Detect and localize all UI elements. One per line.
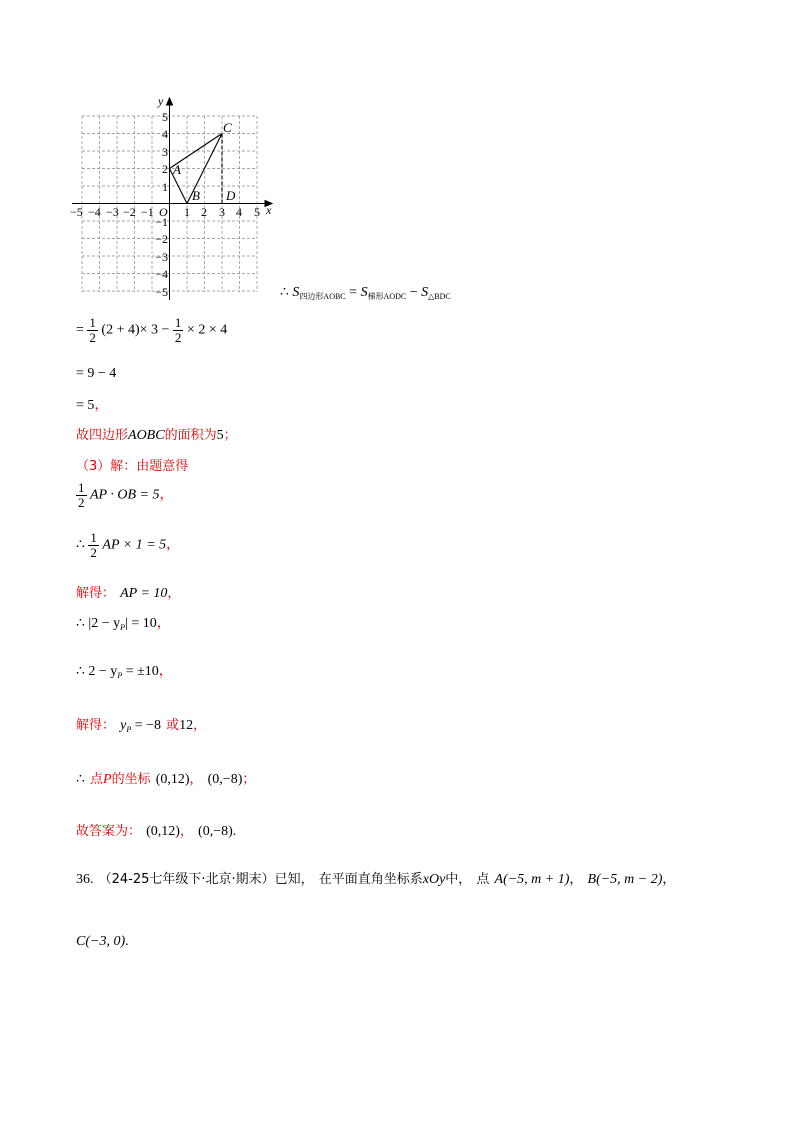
conclusion-part-2: 故四边形AOBC的面积为5； [76,428,237,443]
calc-line-1: = $\frac{1}{2}$ (2 + 4)× 3 − $\frac{1}{2}$ × 2 × 4 [76,315,228,345]
x-tick: 2 [201,205,207,219]
solve-line-1: 解得： AP = 10， [76,586,181,601]
x-tick: −4 [88,205,101,219]
solve-line-2: 解得： $y_P = -8$ 或12， [76,718,207,734]
equation-2: ∴ $\frac{1}{2}$ AP × 1 = 5， [76,530,181,560]
x-tick: 1 [184,205,190,219]
y-tick: −2 [155,232,168,246]
problem-36-line-1: 36. （24-25七年级下·北京·期末）已知， 在平面直角坐标系xOy中， 点 A(−5, m + 1)， B(−5, m − 2)， [76,872,676,887]
origin-label: O [159,205,168,219]
part3-header: （3）解：由题意得 [76,459,189,474]
y-tick: 1 [162,180,168,194]
x-tick: 4 [236,205,242,219]
point-label-a: A [173,162,181,177]
x-tick: 3 [219,205,225,219]
point-label-c: C [223,120,232,135]
calc-line-3: = 5， [76,398,109,413]
final-answer: 故答案为： (0,12)， (0,−8). [76,824,237,839]
x-tick: −3 [106,205,119,219]
y-tick: 2 [162,162,168,176]
x-tick: −2 [123,205,136,219]
x-axis-label: x [266,203,272,217]
y-tick: −3 [155,250,168,264]
area-formula: ∴ $S_{四边形AOBC} = S_{梯形AODC} - S_{\triangle BDC}$ [280,285,451,301]
y-tick: −4 [155,267,168,281]
calc-line-2: = 9 − 4 [76,366,117,381]
equation-1: $\frac{1}{2}$ AP · OB = 5， [78,480,174,510]
point-label-b: B [192,188,200,203]
y-tick: −1 [155,215,168,229]
plus-minus-equation: ∴ $2 - y_P = \pm 10$， [76,664,173,680]
y-tick: 4 [162,127,168,141]
point-p-coordinates: ∴ 点P的坐标 (0,12)， (0,−8)； [76,772,256,787]
y-tick: −5 [155,285,168,299]
abs-equation: ∴ $|2 - y_P| = 10$， [76,616,171,632]
coordinate-graph [62,92,282,304]
y-tick: 3 [162,145,168,159]
x-tick: −1 [141,205,154,219]
problem-36-line-2: C(−3, 0). [76,934,129,949]
y-axis-label: y [158,94,164,108]
axes [72,98,272,300]
x-tick: 5 [254,205,260,219]
y-tick: 5 [162,110,168,124]
point-label-d: D [226,188,236,203]
x-tick: −5 [70,205,83,219]
